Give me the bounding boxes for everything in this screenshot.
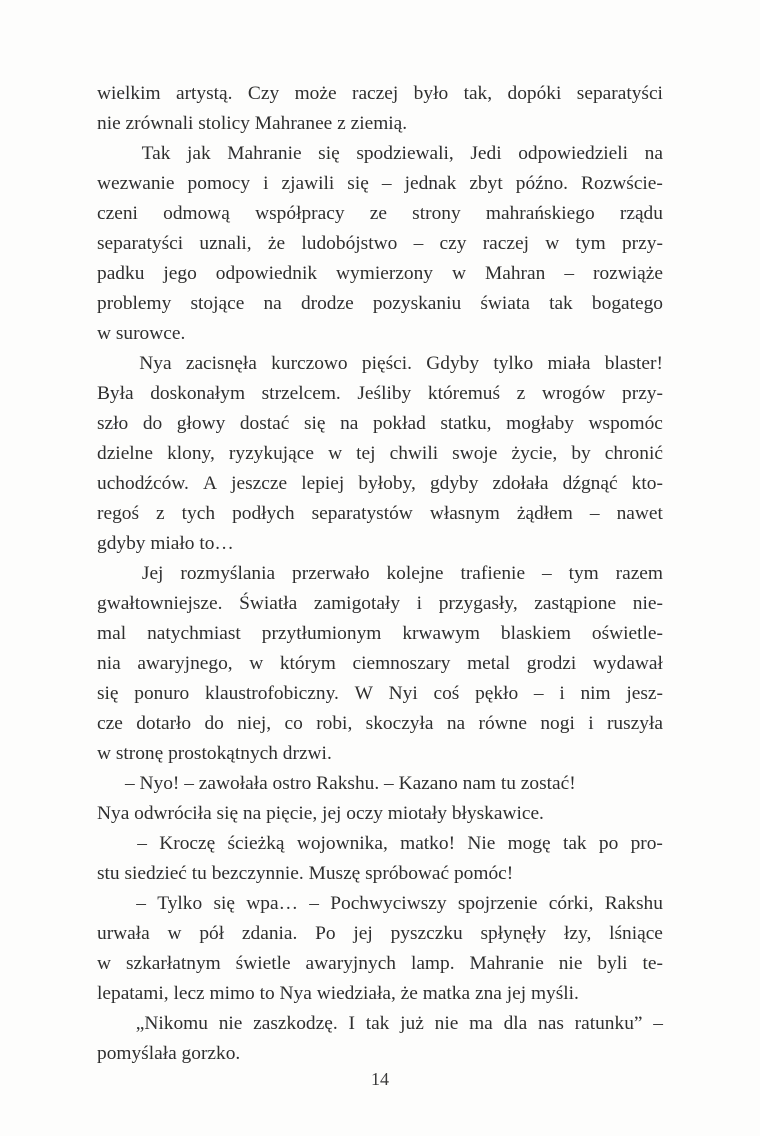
- text-line: gwałtowniejsze. Światła zamigotały i przygasły, zastąpione nie-: [97, 593, 663, 614]
- text-line: lepatami, lecz mimo to Nya wiedziała, że matka zna jej myśli.: [97, 983, 579, 1004]
- text-line: wezwanie pomocy i zjawili się – jednak zbyt późno. Rozwście-: [97, 173, 663, 194]
- text-line: „Nikomu nie zaszkodzę. I tak już nie ma dla nas ratunku” –: [97, 1009, 663, 1039]
- paragraph: [97, 559, 663, 769]
- paragraph: [97, 769, 663, 799]
- page-number: 14: [371, 1069, 389, 1089]
- paragraph: [97, 799, 663, 829]
- text-line: mal natychmiast przytłumionym krwawym blaskiem oświetle-: [97, 623, 663, 644]
- paragraph: [97, 139, 663, 349]
- text-line: separatyści uznali, że ludobójstwo – czy raczej w tym przy-: [97, 233, 663, 254]
- text-line: – Tylko się wpa… – Pochwyciwszy spojrzenie córki, Rakshu: [97, 889, 663, 919]
- text-line: regoś z tych podłych separatystów własnym żądłem – nawet: [97, 503, 663, 524]
- text-line: Jej rozmyślania przerwało kolejne trafienie – tym razem: [97, 559, 663, 589]
- page-text-body: [97, 79, 663, 1069]
- paragraph-indent: [97, 559, 125, 589]
- paragraph-indent: [97, 889, 125, 919]
- text-line: pomyślała gorzko.: [97, 1043, 241, 1064]
- text-line: szło do głowy dostać się na pokład statku, mogłaby wspomóc: [97, 413, 663, 434]
- paragraph: [97, 79, 663, 139]
- text-line: w stronę prostokątnych drzwi.: [97, 743, 332, 764]
- text-line: nia awaryjnego, w którym ciemnoszary metal grodzi wydawał: [97, 653, 663, 674]
- text-line: padku jego odpowiednik wymierzony w Mahran – rozwiąże: [97, 263, 663, 284]
- text-line: uchodźców. A jeszcze lepiej byłoby, gdyby zdołała dźgnąć kto-: [97, 473, 663, 494]
- paragraph: [97, 889, 663, 1009]
- paragraph: [97, 1009, 663, 1069]
- text-line: dzielne klony, ryzykujące w tej chwili swoje życie, by chronić: [97, 443, 663, 464]
- paragraph: [97, 349, 663, 559]
- text-line: wielkim artystą. Czy może raczej było tak, dopóki separatyści: [97, 83, 663, 104]
- paragraph-indent: [97, 139, 125, 169]
- paragraph: [97, 829, 663, 889]
- text-line: stu siedzieć tu bezczynnie. Muszę spróbować pomóc!: [97, 863, 514, 884]
- paragraph-indent: [97, 829, 125, 859]
- text-line: w surowce.: [97, 323, 186, 344]
- paragraph-indent: [97, 1009, 125, 1039]
- text-line: problemy stojące na drodze pozyskaniu świata tak bogatego: [97, 293, 663, 314]
- text-line: cze dotarło do niej, co robi, skoczyła na równe nogi i ruszyła: [97, 713, 663, 734]
- text-line: – Kroczę ścieżką wojownika, matko! Nie mogę tak po pro-: [97, 829, 663, 859]
- text-line: w szkarłatnym świetle awaryjnych lamp. Mahranie nie byli te-: [97, 953, 663, 974]
- text-line: Tak jak Mahranie się spodziewali, Jedi odpowiedzieli na: [97, 139, 663, 169]
- text-line: Nya odwróciła się na pięcie, jej oczy miotały błyskawice.: [97, 803, 544, 824]
- text-line: się ponuro klaustrofobiczny. W Nyi coś pękło – i nim jesz-: [97, 683, 663, 704]
- text-line: czeni odmową współpracy ze strony mahrańskiego rządu: [97, 203, 663, 224]
- text-line: Nya zacisnęła kurczowo pięści. Gdyby tylko miała blaster!: [97, 349, 663, 379]
- text-line: urwała w pół zdania. Po jej pyszczku spłynęły łzy, lśniące: [97, 923, 663, 944]
- paragraph-indent: [97, 349, 125, 379]
- text-line: Była doskonałym strzelcem. Jeśliby któremuś z wrogów przy-: [97, 383, 663, 404]
- text-line: nie zrównali stolicy Mahranee z ziemią.: [97, 113, 408, 134]
- text-line: gdyby miało to…: [97, 533, 234, 554]
- text-line: – Nyo! – zawołała ostro Rakshu. – Kazano nam tu zostać!: [125, 773, 576, 794]
